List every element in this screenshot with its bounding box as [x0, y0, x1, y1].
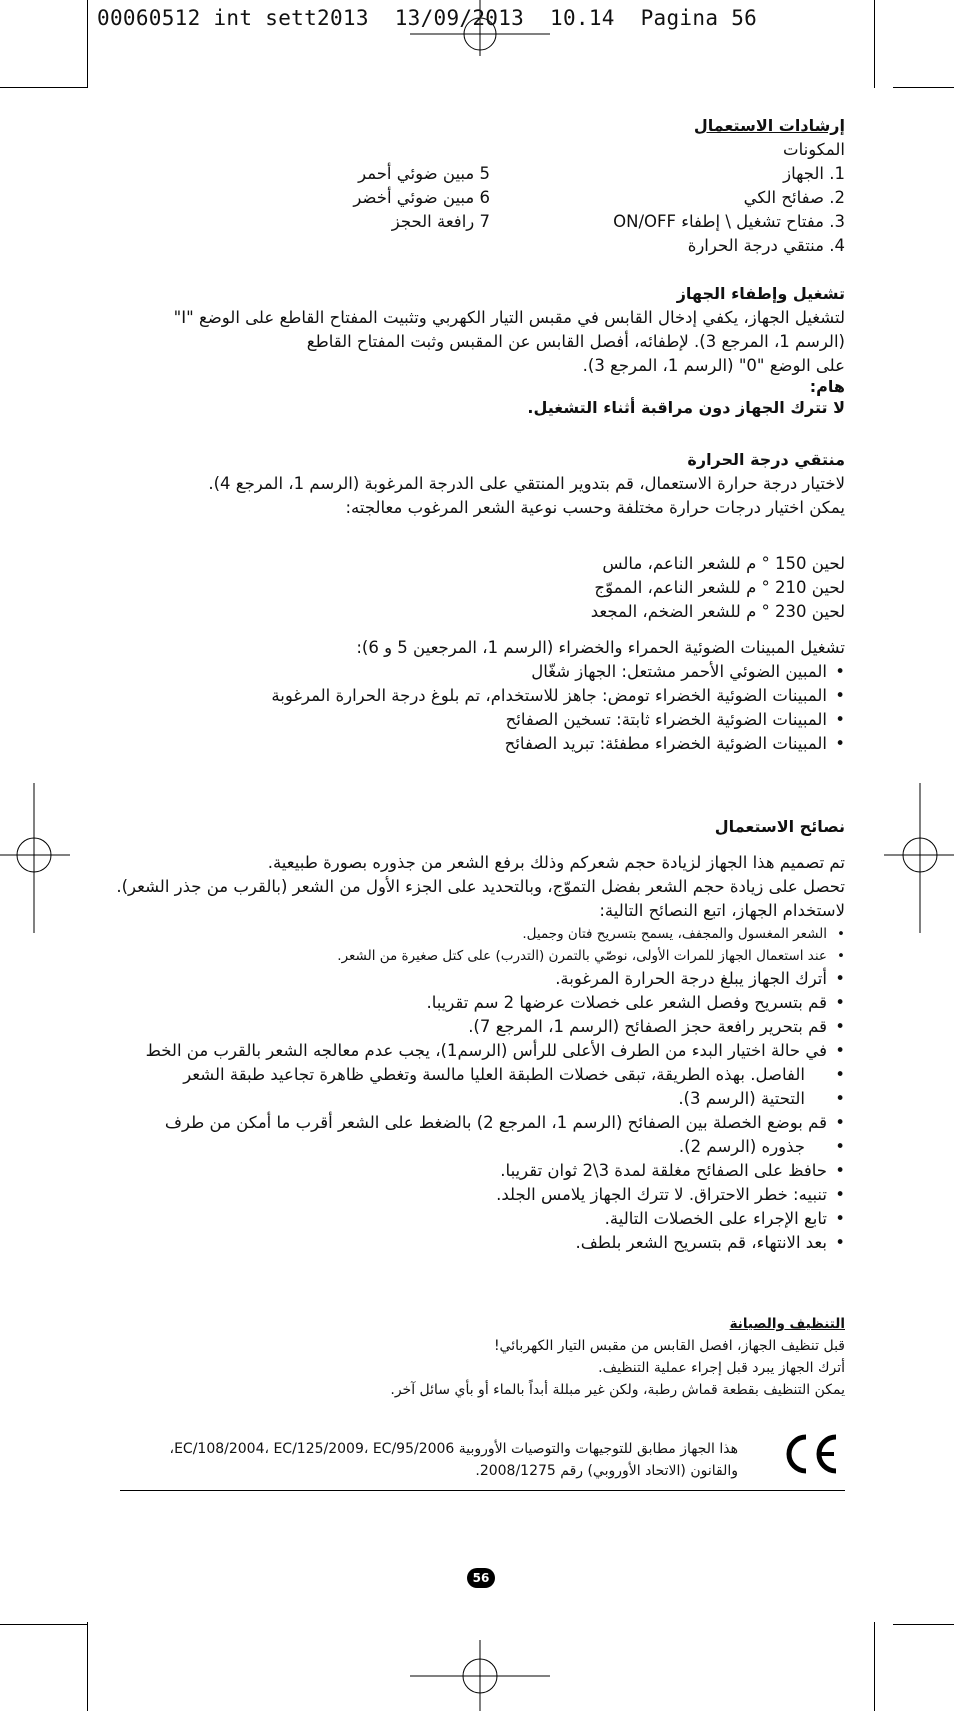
important-text: لا تترك الجهاز دون مراقبة أثناء التشغيل. [527, 398, 845, 417]
usage-title: إرشادات الاستعمال [693, 116, 845, 135]
components-column-left [160, 162, 490, 234]
tips-intro: لاستخدام الجهاز، اتبع النصائح التالية: [599, 901, 845, 920]
important-label: هام: [809, 377, 845, 396]
list-item: • قم بتسريح وفصل الشعر على خصلات عرضها 2 سم تقريبا. [112, 991, 845, 1015]
list-item: • قم بوضع الخصلة بين الصفائح (الرسم 1، المرجع 2) بالضغط على الشعر أقرب ما أمكن من طرف [112, 1111, 845, 1135]
list-item-continued: • جذوره (الرسم 2). [112, 1135, 845, 1159]
crop-mark [874, 0, 875, 88]
list-item: • المبينات الضوئية الخضراء مطفئة: تبريد الصفائح [112, 732, 845, 756]
usage-section [112, 114, 845, 258]
crop-mark [893, 1624, 954, 1625]
list-item: • بعد الانتهاء، قم بتسريح الشعر بلطف. [112, 1231, 845, 1255]
temperature-setting: لحين 230 ° م للشعر الضخم، المجعد [590, 602, 845, 621]
power-line: (الرسم 1، المرجع 3). لإطفائه، أفصل القابس عن المقبس وثبت المفتاح القاطع [306, 332, 845, 351]
temperature-setting: لحين 150 ° م للشعر الناعم، مالس [602, 554, 845, 573]
crop-mark [893, 87, 954, 88]
temperature-title: منتقي درجة الحرارة [687, 450, 845, 469]
page-number-badge: 56 [467, 1568, 495, 1588]
list-item: • تنبيه: خطر الاحتراق. لا تترك الجهاز يلامس الجلد. [112, 1183, 845, 1207]
power-line: على الوضع "0" (الرسم 1، المرجع 3). [582, 356, 845, 375]
cleaning-section [112, 1313, 845, 1401]
list-item-continued: • التحتية (الرسم 3). [112, 1087, 845, 1111]
indicators-intro: تشغيل المبينات الضوئية الحمراء والخضراء (الرسم 1، المرجعين 5 و 6): [356, 638, 845, 657]
list-item: • المبينات الضوئية الخضراء ثابتة: تسخين الصفائح [112, 708, 845, 732]
tips-intro: تحصل على زيادة حجم الشعر بفضل التموّج، وبالتحديد على الجزء الأول من الشعر (بالقرب من جذر الشعر). [116, 877, 845, 896]
component-item: 2. صفائح الكي [743, 188, 845, 207]
temperature-line: يمكن اختيار درجات حرارة مختلفة وحسب نوعية الشعر المرغوب معالجته: [345, 498, 845, 517]
ce-mark-icon [780, 1432, 842, 1476]
registration-mark-bottom [410, 1640, 550, 1711]
cleaning-line: قبل تنظيف الجهاز، افصل القابس من مقبس التيار الكهربائي! [493, 1338, 845, 1354]
list-item: • حافظ على الصفائح مغلقة لمدة 3\2 ثوان تقريبا. [112, 1159, 845, 1183]
temperature-setting: لحين 210 ° م للشعر الناعم، المموّج [594, 578, 845, 597]
tips-title: نصائح الاستعمال [714, 817, 845, 836]
list-item-continued: • الفاصل. بهذه الطريقة، تبقى خصلات الطبقة العليا مالسة وتغطي ظاهرة تجاعيد طبقة الشعر [112, 1063, 845, 1087]
compliance-line: والقانون (الاتحاد الأوروبي) رقم 2008/1275. [475, 1463, 738, 1479]
component-item: 7 رافعة الحجز [391, 212, 490, 231]
tips-list [112, 923, 845, 1255]
crop-mark [0, 87, 88, 88]
component-item: 4. منتقي درجة الحرارة [687, 236, 845, 255]
compliance-line: هذا الجهاز مطابق للتوجيهات والتوصيات الأوروبية EC/108/2004، EC/125/2009، EC/95/2006، [169, 1441, 738, 1457]
cleaning-line: أترك الجهاز يبرد قبل إجراء عملية التنظيف. [598, 1360, 845, 1376]
components-label: المكونات [783, 140, 845, 159]
power-line: لتشغيل الجهاز، يكفي إدخال القابس في مقبس التيار الكهربي وتثبيت المفتاح القاطع على الوضع "I" [173, 308, 845, 327]
compliance-text [112, 1438, 738, 1482]
temperature-line: لاختيار درجة حرارة الاستعمال، قم بتدوير المنتقي على الدرجة المرغوبة (الرسم 1، المرجع 4). [208, 474, 845, 493]
tips-intro: تم تصميم هذا الجهاز لزيادة حجم شعركم وذلك برفع الشعر من جذوره بصورة طبيعية. [267, 853, 845, 872]
component-item: 3. مفتاح تشغيل \ إطفاء ON/OFF [613, 212, 845, 231]
components-list [112, 162, 845, 258]
cleaning-title: التنظيف والصيانة [729, 1316, 845, 1332]
crop-mark [874, 1622, 875, 1711]
list-item: • المبينات الضوئية الخضراء تومض: جاهز للاستخدام، تم بلوغ درجة الحرارة المرغوبة [112, 684, 845, 708]
registration-mark-right [884, 783, 954, 933]
crop-mark [87, 1622, 88, 1711]
list-item: • في حالة اختيار البدء من الطرف الأعلى للرأس (الرسم1)، يجب عدم معالجه الشعر بالقرب من الخط [112, 1039, 845, 1063]
list-item: • عند استعمال الجهاز للمرات الأولى، نوصّي بالتمرن (التدرب) على كتل صغيرة من الشعر. [112, 945, 845, 967]
tips-section [112, 815, 845, 1255]
list-item: • قم بتحرير رافعة حجز الصفائح (الرسم 1، المرجع 7). [112, 1015, 845, 1039]
registration-mark-left [0, 783, 70, 933]
component-item: 1. الجهاز [783, 164, 845, 183]
crop-mark [0, 1624, 88, 1625]
list-item: • أترك الجهاز يبلغ درجة الحرارة المرغوبة. [112, 967, 845, 991]
list-item: • الشعر المغسول والمجفف، يسمح بتسريح فتان وجميل. [112, 923, 845, 945]
power-section [112, 282, 845, 420]
temperature-section [112, 448, 845, 756]
component-item: 5 مبين ضوئي أحمر [358, 164, 490, 183]
list-item: • تابع الإجراء على الخصلات التالية. [112, 1207, 845, 1231]
crop-mark [87, 0, 88, 88]
components-column-right [515, 162, 845, 258]
power-title: تشغيل وإطفاء الجهاز [676, 284, 845, 303]
divider [120, 1490, 845, 1491]
cleaning-line: يمكن التنظيف بقطعة قماش رطبة، ولكن غير مبللة أبداً بالماء أو بأي سائل آخر. [390, 1382, 845, 1398]
component-item: 6 مبين ضوئي أخضر [353, 188, 490, 207]
print-slug: 00060512 int sett2013 13/09/2013 10.14 Pagina 56 [97, 6, 758, 30]
list-item: • المبين الضوئي الأحمر مشتعل: الجهاز شغّال [112, 660, 845, 684]
indicators-list [112, 660, 845, 756]
